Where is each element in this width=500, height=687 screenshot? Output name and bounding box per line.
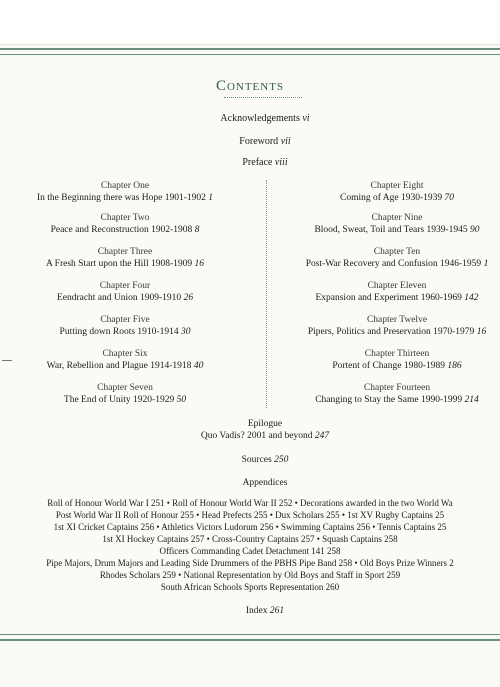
appendix-line: Rhodes Scholars 259 • National Representation by Old Boys and Staff in Sport 259 bbox=[99, 570, 401, 580]
front-matter-page: vi bbox=[302, 113, 310, 124]
chapter-title: Portent of Change 1980-1989 bbox=[332, 361, 446, 371]
appendix-line: South African Schools Sports Representation 260 bbox=[160, 582, 340, 592]
chapter-title: Coming of Age 1930-1939 bbox=[340, 193, 443, 203]
chapter-page: 1 bbox=[483, 259, 489, 269]
epilogue-label: Epilogue bbox=[247, 419, 283, 429]
front-matter-label: Acknowledgements bbox=[220, 113, 300, 124]
bottom-border-rule bbox=[0, 634, 500, 641]
chapter-title: War, Rebellion and Plague 1914-1918 bbox=[46, 361, 192, 371]
chapter-number: Chapter Twelve bbox=[366, 315, 428, 325]
chapter-title: Changing to Stay the Same 1990-1999 bbox=[315, 395, 463, 405]
chapter-entry bbox=[0, 280, 250, 304]
chapter-page: 90 bbox=[470, 225, 480, 235]
chapter-entry bbox=[0, 314, 250, 338]
chapter-title-line bbox=[272, 258, 500, 270]
sources-label: Sources bbox=[241, 455, 272, 465]
chapter-number: Chapter Three bbox=[97, 247, 153, 257]
chapter-entry bbox=[0, 180, 250, 204]
index-entry bbox=[0, 605, 500, 617]
chapter-title-line bbox=[272, 326, 500, 338]
chapter-page: 16 bbox=[194, 259, 205, 269]
epilogue-entry bbox=[0, 430, 500, 442]
epilogue-page: 247 bbox=[314, 431, 330, 441]
chapter-page: 142 bbox=[464, 293, 479, 303]
chapter-number: Chapter Ten bbox=[373, 247, 421, 257]
chapter-entry bbox=[272, 382, 500, 406]
front-matter-foreword bbox=[0, 136, 500, 147]
chapter-title-line bbox=[0, 224, 250, 236]
chapter-title-line bbox=[0, 192, 250, 204]
chapter-number: Chapter Seven bbox=[97, 383, 153, 393]
chapter-title-line bbox=[272, 394, 500, 406]
chapter-title-line bbox=[272, 292, 500, 304]
chapter-title-line bbox=[0, 258, 250, 270]
appendix-line: 1st XI Cricket Captains 256 • Athletics Victors Ludorum 256 • Swimming Captains 256 • Tennis Captains 25 bbox=[53, 522, 447, 532]
epilogue-title: Quo Vadis? 2001 and beyond bbox=[200, 431, 313, 441]
chapter-number: Chapter Eight bbox=[370, 181, 424, 191]
page-title: Contents bbox=[215, 78, 285, 94]
chapter-page: 70 bbox=[444, 193, 454, 203]
chapter-entry bbox=[272, 280, 500, 304]
chapter-entry bbox=[0, 246, 250, 270]
appendix-line: Officers Commanding Cadet Detachment 141 258 bbox=[159, 546, 341, 556]
front-matter-label: Preface bbox=[242, 157, 273, 168]
chapter-title: Expansion and Experiment 1960-1969 bbox=[315, 293, 462, 303]
chapter-number: Chapter Two bbox=[100, 213, 150, 223]
front-matter-preface bbox=[0, 157, 500, 168]
index-page: 261 bbox=[269, 606, 285, 616]
chapter-title: Blood, Sweat, Toil and Tears 1939-1945 bbox=[314, 225, 468, 235]
chapter-page: 186 bbox=[447, 361, 462, 371]
front-matter-page: vii bbox=[280, 136, 291, 147]
chapter-entry bbox=[272, 246, 500, 270]
chapter-page: 50 bbox=[176, 395, 187, 405]
appendix-line: 1st XI Hockey Captains 257 • Cross-Country Captains 257 • Squash Captains 258 bbox=[102, 534, 398, 544]
chapter-page: 1 bbox=[208, 193, 213, 203]
chapter-page: 16 bbox=[476, 327, 487, 337]
chapter-title: Pipers, Politics and Preservation 1970-1979 bbox=[307, 327, 475, 337]
front-matter-page: viii bbox=[274, 157, 288, 168]
sources-page: 250 bbox=[274, 455, 289, 465]
chapter-page: 30 bbox=[180, 327, 191, 337]
title-underline bbox=[224, 97, 302, 98]
chapter-entry bbox=[272, 180, 500, 204]
chapter-number: Chapter Eleven bbox=[367, 281, 427, 291]
chapter-number: Chapter Five bbox=[100, 315, 150, 325]
chapter-entry bbox=[272, 348, 500, 372]
chapter-title-line bbox=[0, 394, 250, 406]
chapter-page: 26 bbox=[183, 293, 194, 303]
column-divider bbox=[266, 180, 267, 408]
scan-margin bbox=[0, 0, 500, 45]
top-border-rule bbox=[0, 48, 500, 55]
chapter-title-line bbox=[272, 192, 500, 204]
chapter-title: Eendracht and Union 1909-1910 bbox=[56, 293, 182, 303]
front-matter-label: Foreword bbox=[239, 136, 279, 147]
appendices-label: Appendices bbox=[242, 478, 288, 488]
chapter-number: Chapter One bbox=[100, 181, 150, 191]
chapter-entry bbox=[0, 382, 250, 406]
chapter-title-line bbox=[0, 326, 250, 338]
index-label: Index bbox=[245, 606, 268, 616]
chapter-title: In the Beginning there was Hope 1901-1902 bbox=[37, 193, 206, 203]
chapter-number: Chapter Nine bbox=[371, 213, 423, 223]
chapter-title: The End of Unity 1920-1929 bbox=[63, 395, 175, 405]
chapter-page: 8 bbox=[194, 225, 200, 235]
chapter-entry bbox=[0, 348, 250, 372]
chapter-title-line bbox=[272, 224, 500, 236]
chapter-number: Chapter Four bbox=[99, 281, 151, 291]
chapter-page: 40 bbox=[193, 361, 204, 371]
chapter-title-line bbox=[0, 292, 250, 304]
chapter-number: Chapter Six bbox=[102, 349, 148, 359]
appendix-line: Post World War II Roll of Honour 255 • Head Prefects 255 • Dux Scholars 255 • 1st XV Rugby Captains 25 bbox=[55, 510, 445, 520]
chapter-number: Chapter Thirteen bbox=[364, 349, 430, 359]
appendix-line: Pipe Majors, Drum Majors and Leading Side Drummers of the PBHS Pipe Band 258 • Old Boys Prize Winners 2 bbox=[46, 558, 454, 568]
chapter-title: Peace and Reconstruction 1902-1908 bbox=[50, 225, 193, 235]
chapter-title: A Fresh Start upon the Hill 1908-1909 bbox=[45, 259, 193, 269]
chapter-entry bbox=[0, 212, 250, 236]
appendix-line: Roll of Honour World War I 251 • Roll of Honour World War II 252 • Decorations awarded in the two World Wa bbox=[47, 498, 453, 508]
chapter-title-line bbox=[0, 360, 250, 372]
chapter-entry bbox=[272, 314, 500, 338]
chapter-title: Post-War Recovery and Confusion 1946-1959 bbox=[305, 259, 482, 269]
chapter-number: Chapter Fourteen bbox=[363, 383, 431, 393]
binding-mark bbox=[2, 360, 12, 361]
chapter-title: Putting down Roots 1910-1914 bbox=[59, 327, 179, 337]
sources-entry bbox=[0, 454, 500, 466]
chapter-title-line bbox=[272, 360, 500, 372]
front-matter-acknowledgements bbox=[0, 113, 500, 124]
chapter-page: 214 bbox=[464, 395, 479, 405]
chapter-entry bbox=[272, 212, 500, 236]
